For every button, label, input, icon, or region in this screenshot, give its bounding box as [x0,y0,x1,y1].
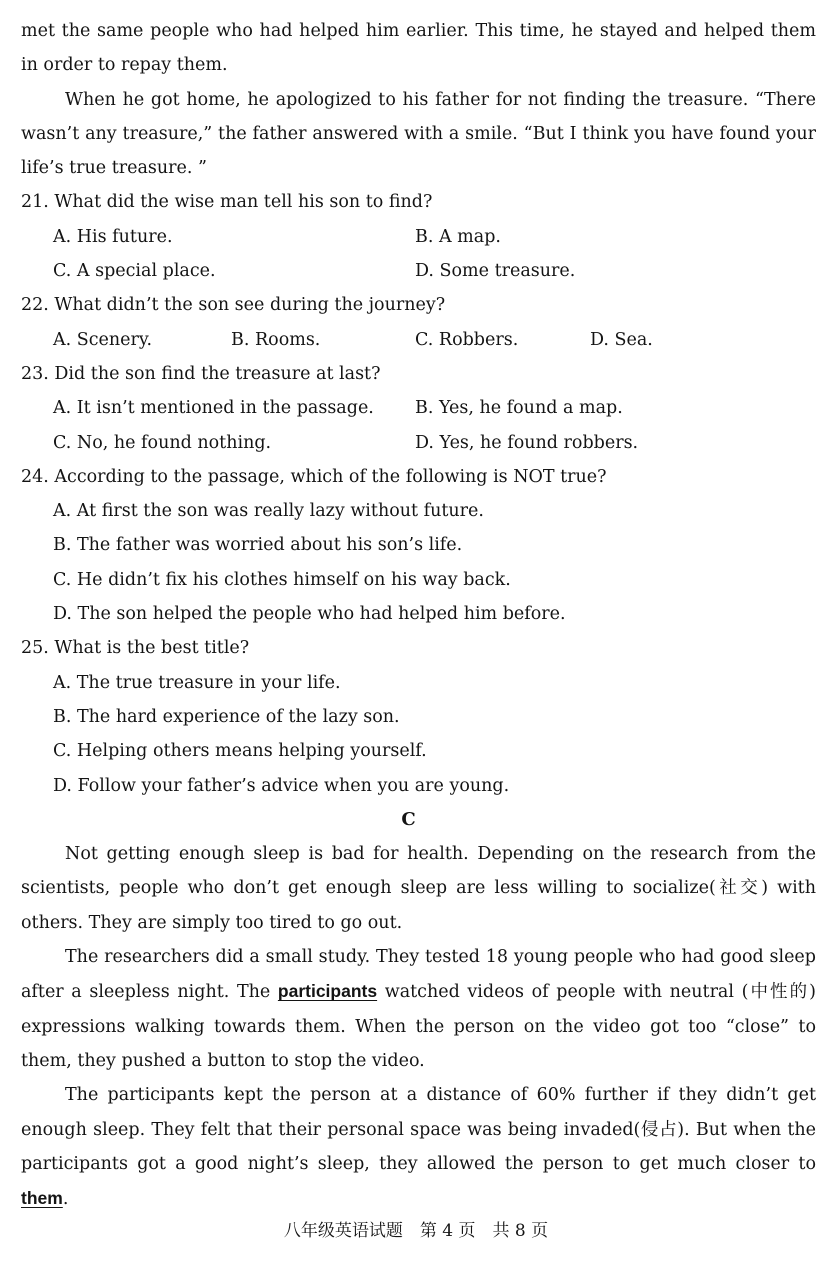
exam-page [21,14,816,1216]
question-25 [21,631,816,802]
option-b: B. The hard experience of the lazy son. [53,706,400,727]
option-b: B. Yes, he found a map. [415,398,623,419]
paragraph-text: The researchers did a small study. They tested 18 young people who had good sleep after a sleepless night. The [21,947,816,1003]
paragraph-text: The participants kept the person at a distance of 60% further if they didn’t get enough sleep. They felt that their personal space was being invaded(侵占). But when the participants got a good night’s sleep, they allowed the person to get much closer to [21,1085,816,1174]
section-heading: C [401,808,416,830]
page-footer: 八年级英语试题 第 4 页 共 8 页 [283,1221,549,1241]
passage-paragraph: Not getting enough sleep is bad for health. Depending on the research from the scientists, people who don’t get enough sleep are less willing to socialize(社交) with others. They are simply too tired to go out. [21,844,816,933]
question-stem: 24. According to the passage, which of the following is NOT true? [21,466,607,487]
passage-paragraph: When he got home, he apologized to his father for not finding the treasure. “There wasn’t any treasure,” the father answered with a smile. “But I think you have found your life’s true treasure. ” [21,89,816,179]
question-22 [21,288,816,357]
option-row [21,323,816,357]
question-stem: 25. What is the best title? [21,638,250,659]
option-row [21,391,816,425]
option-c: C. No, he found nothing. [53,432,272,453]
underlined-keyword: them [21,1188,63,1209]
option-row [21,220,816,254]
paragraph-text: watched videos of people with neutral (中性的) expressions walking towards them. When the person on the video got too “close” to them, they pushed a button to stop the video. [21,982,816,1071]
option-c: C. A special place. [53,261,216,282]
option-d: D. Yes, he found robbers. [415,432,639,453]
option-b: B. Rooms. [231,329,321,350]
option-row [21,254,816,288]
option-c: C. Robbers. [415,329,519,350]
paragraph-text: . [62,1189,69,1210]
option-a: A. It isn’t mentioned in the passage. [53,398,374,419]
option-a: A. At first the son was really lazy without future. [53,501,484,522]
option-c: C. Helping others means helping yourself. [53,741,427,762]
passage-paragraph: met the same people who had helped him earlier. This time, he stayed and helped them in order to repay them. [21,21,816,76]
option-b: B. The father was worried about his son’s life. [53,535,463,556]
option-a: A. His future. [53,226,173,247]
question-stem: 21. What did the wise man tell his son to find? [21,192,433,213]
question-24 [21,460,816,631]
option-a: A. Scenery. [53,329,153,350]
option-d: D. Follow your father’s advice when you are young. [53,775,510,796]
passage-paragraph [21,940,816,1078]
question-stem: 23. Did the son find the treasure at last? [21,363,381,384]
question-23 [21,357,816,460]
option-a: A. The true treasure in your life. [53,672,341,693]
option-row [21,426,816,460]
passage-paragraph [21,1078,816,1216]
question-stem: 22. What didn’t the son see during the journey? [21,295,446,316]
underlined-keyword: participants [277,981,378,1002]
option-d: D. The son helped the people who had helped him before. [53,604,566,625]
option-c: C. He didn’t fix his clothes himself on his way back. [53,569,511,590]
option-d: D. Sea. [590,329,653,350]
question-21 [21,185,816,288]
option-b: B. A map. [415,226,501,247]
option-d: D. Some treasure. [415,261,576,282]
